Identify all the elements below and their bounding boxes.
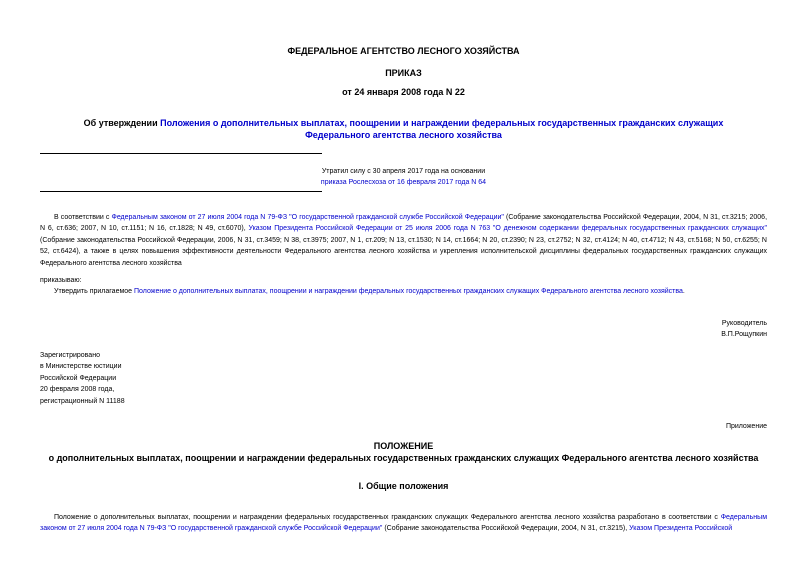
- order-title: [60, 117, 747, 141]
- appendix-subtitle: о дополнительных выплатах, поощрении и награждении федеральных государственных гражданских служащих Федерального агентства лесного хозяйства: [48, 453, 759, 463]
- order-paragraph: [54, 286, 767, 297]
- body-text-2: (Собрание законодательства Российской Федерации, 2004, N 31, ст.3215),: [382, 525, 630, 533]
- signature-name: В.П.Рощупкин: [721, 331, 767, 338]
- doc-type-heading: ПРИКАЗ: [385, 68, 422, 78]
- preamble-text-2: (Собрание законодательства Российской Федерации, 2004, N 31, ст.3215; 2006, N 6, ст.636; 2007, N 10, ст.1151; N 16, ст.1828; N 49, ст.6070),: [40, 214, 768, 233]
- body-president-decree-link[interactable]: Указом Президента Российской: [629, 525, 733, 533]
- body-paragraph: [40, 512, 767, 535]
- preamble-text-1: В соответствии с: [54, 214, 112, 221]
- appendix-title: ПОЛОЖЕНИЕ: [373, 441, 434, 451]
- appendix-label: Приложение: [725, 423, 767, 430]
- order-word: приказываю:: [40, 277, 82, 284]
- divider-top: [40, 153, 322, 154]
- registration-line: Российской Федерации: [40, 374, 117, 382]
- body-text-1: Положение о дополнительных выплатах, поощрении и награждении федеральных государственных гражданских служащих Федерального агентства лесного хозяйства разработано в соответствии с: [54, 514, 721, 521]
- order-text-1: Утвердить прилагаемое: [54, 288, 135, 295]
- regulation-link[interactable]: Положение о дополнительных выплатах, поощрении и награждении федеральных государственных гражданских служащих Федерального агентства лесного хозяйства: [134, 288, 683, 295]
- body-federal-law-link[interactable]: Федеральным законом от 27 июля 2004 года N 79-ФЗ "О государственной гражданской службе Российской Федерации": [40, 514, 767, 533]
- section-heading: I. Общие положения: [358, 481, 449, 491]
- repeal-order-link[interactable]: приказа Рослесхоза от 16 февраля 2017 года N 64: [320, 179, 487, 186]
- preamble-paragraph: [40, 212, 767, 269]
- title-prefix: Об утверждении: [83, 118, 161, 128]
- preamble-text-3: (Собрание законодательства Российской Федерации, 2006, N 31, ст.3459; N 38, ст.3975; 2007, N 1, ст.209; N 13, ст.1530; N 14, ст.1664; N 20, ст.2390; N 23, ст.2752; N 32, ст.4124; N 40, ст.4712; N 43, ст.5168; N 50, ст.6255; N 52, ст.6424), а также в целях повышения эффективности деятельности Федерального агентства лесного хозяйства и укрепления исполнительской дисциплины федеральных государственных гражданских служащих Федерального агентства лесного хозяйства: [40, 236, 767, 267]
- signature-role: Руководитель: [721, 320, 767, 327]
- divider-bottom: [40, 191, 322, 192]
- order-text-2: .: [682, 288, 685, 295]
- president-decree-link[interactable]: Указом Президента Российской Федерации от 25 июля 2006 года N 763 "О денежном содержании федеральных государственных гражданских служащих": [248, 225, 767, 233]
- status-text: Утратил силу с 30 апреля 2017 года на основании: [321, 168, 486, 175]
- registration-line: Зарегистрировано: [40, 352, 100, 359]
- registration-line: 20 февраля 2008 года,: [40, 386, 115, 394]
- regulation-title-link[interactable]: Положения о дополнительных выплатах, поощрении и награждении федеральных государственных гражданских служащих Федерального агентства лесного хозяйства: [160, 118, 724, 140]
- registration-block: [40, 350, 125, 407]
- registration-line: в Министерстве юстиции: [40, 363, 122, 371]
- order-date-heading: от 24 января 2008 года N 22: [342, 87, 465, 97]
- agency-heading: ФЕДЕРАЛЬНОЕ АГЕНТСТВО ЛЕСНОГО ХОЗЯЙСТВА: [287, 46, 520, 56]
- federal-law-link[interactable]: Федеральным законом от 27 июля 2004 года N 79-ФЗ "О государственной гражданской службе Российской Федерации": [111, 214, 504, 221]
- registration-line: регистрационный N 11188: [40, 397, 125, 405]
